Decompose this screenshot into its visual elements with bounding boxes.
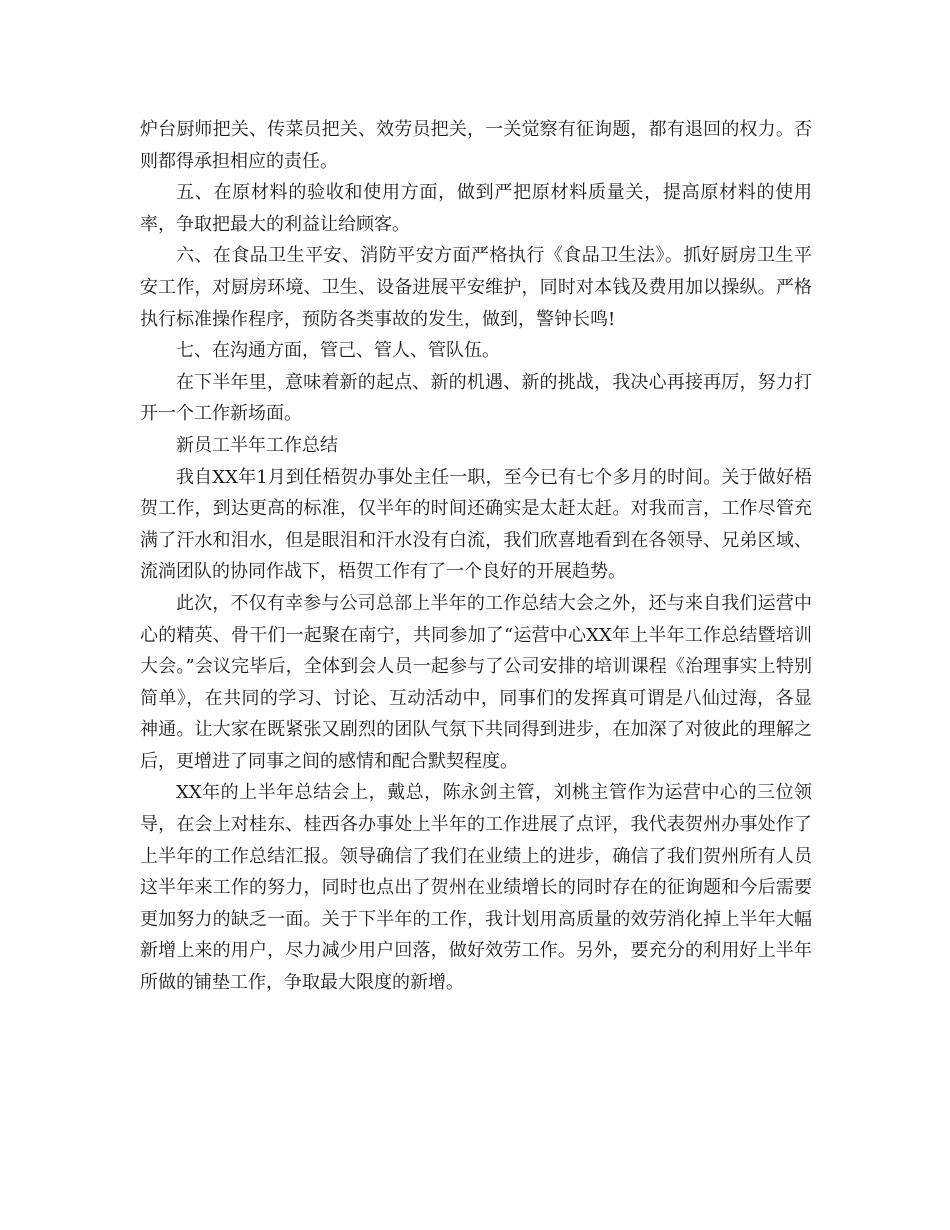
paragraph-item-5: 五、在原材料的验收和使用方面，做到严把原材料质量关，提高原材料的使用率，争取把最大的利益让给顾客。 — [140, 182, 812, 235]
paragraph-meeting: 此次，不仅有幸参与公司总部上半年的工作总结大会之外，还与来自我们运营中心的精英、骨干们一起聚在南宁，共同参加了“运营中心XX年上半年工作总结暨培训大会。”会议完毕后，全体到会人员一起参与了公司安排的培训课程《治理事实上特别简单》，在共同的学习、讨论、互动活动中，同事们的发挥真可谓是八仙过海，各显神通。让大家在既紧张又剧烈的团队气氛下共同得到进步，在加深了对彼此的理解之后，更增进了同事之间的感情和配合默契程度。 — [140, 592, 812, 772]
document-page — [140, 114, 812, 999]
paragraph-summary: XX年的上半年总结会上，戴总，陈永剑主管，刘桃主管作为运营中心的三位领导，在会上对桂东、桂西各办事处上半年的工作进展了点评，我代表贺州办事处作了上半年的工作总结汇报。领导确信了我们在业绩上的进步，确信了我们贺州所有人员这半年来工作的努力，同时也点出了贺州在业绩增长的同时存在的征询题和今后需要更加努力的缺乏一面。关于下半年的工作，我计划用高质量的效劳消化掉上半年大幅新增上来的用户，尽力减少用户回落，做好效劳工作。另外，要充分的利用好上半年所做的铺垫工作，争取最大限度的新增。 — [140, 782, 812, 994]
paragraph-item-7: 七、在沟通方面，管己、管人、管队伍。 — [176, 340, 500, 362]
paragraph-conclusion: 在下半年里，意味着新的起点、新的机遇、新的挑战，我决心再接再厉，努力打开一个工作新场面。 — [140, 371, 812, 425]
paragraph-item-6: 六、在食品卫生平安、消防平安方面严格执行《食品卫生法》。抓好厨房卫生平安工作，对厨房环境、卫生、设备进展平安维护，同时对本钱及费用加以操纵。严格执行标准操作程序，预防各类事故的发生，做到，警钟长鸣! — [140, 245, 812, 330]
paragraph-intro: 我自XX年1月到任梧贺办事处主任一职，至今已有七个多月的时间。关于做好梧贺工作，到达更高的标准，仅半年的时间还确实是太赶太赶。对我而言，工作尽管充满了汗水和泪水，但是眼泪和汗水没有白流，我们欣喜地看到在各领导、兄弟区域、流淌团队的协同作战下，梧贺工作有了一个良好的开展趋势。 — [140, 466, 812, 583]
paragraph-continuation: 炉台厨师把关、传菜员把关、效劳员把关，一关觉察有征询题，都有退回的权力。否则都得承担相应的责任。 — [140, 119, 812, 172]
section-heading: 新员工半年工作总结 — [176, 434, 338, 456]
